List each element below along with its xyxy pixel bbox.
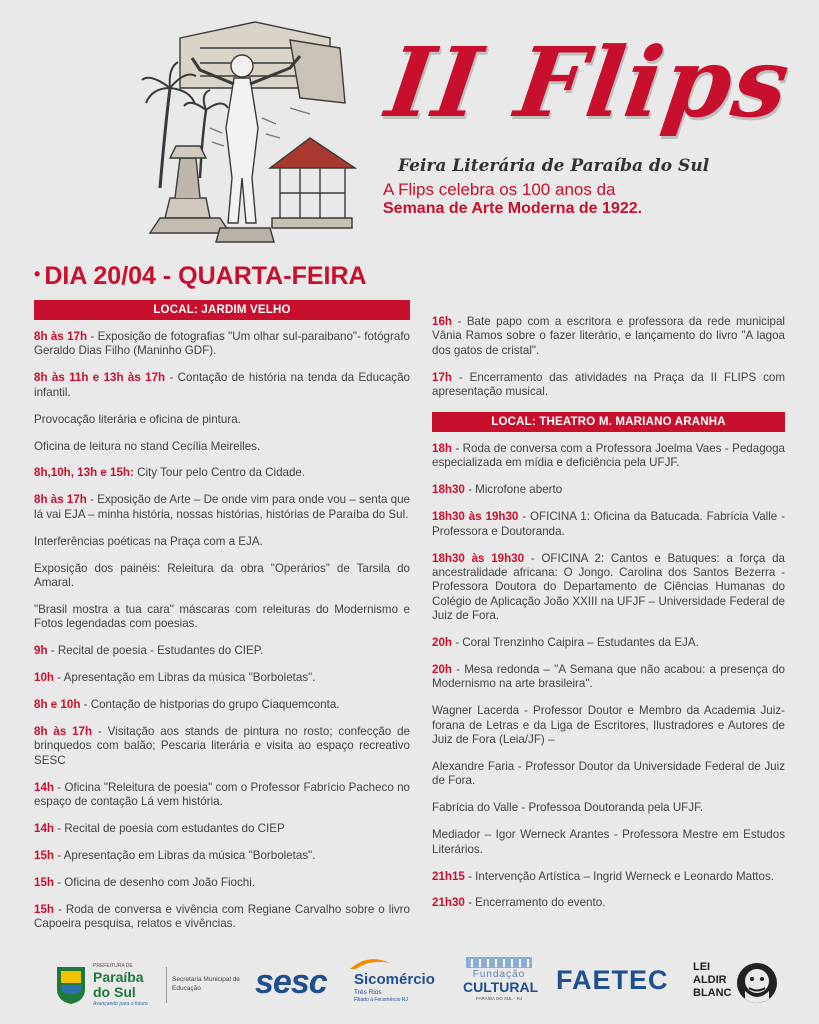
schedule-entry [34,466,410,480]
schedule-entry [34,440,410,454]
monument-illustration [140,18,370,250]
schedule-entry [432,636,785,650]
tagline-line-1: A Flips celebra os 100 anos da [383,180,616,199]
schedule-entry [34,603,410,632]
schedule-entry [34,413,410,427]
prefeitura-logo [55,963,167,1009]
entry-description: Oficina de leitura no stand Cecília Meirelles. [34,439,261,453]
entry-description: - Exposição de fotografias "Um olhar sul-paraibano"- fotógrafo Geraldo Dias Filho (Maninho GDF). [34,330,410,358]
day-heading-text: DIA 20/04 - QUARTA-FEIRA [44,262,367,290]
entry-description: - OFICINA 2: Cantos e Batuques: a força da ancestralidade africana: O Jongo. Carolina dos Santos Bezerra - Professora Doutora do Departamento de Ciências Humanas do Colégio de Aplicação João XXIII na UFJF – Universidade Federal de Juiz de Fora. [432,551,785,623]
entry-description: Provocação literária e oficina de pintura. [34,412,241,426]
entry-description: - Mesa redonda – "A Semana que não acabou: a presença do Modernismo na arte brasileira". [432,663,785,691]
sicomercio-sub-2: Filiado à Fecomércio RJ [354,997,408,1003]
schedule-entry [34,535,410,549]
lei-line-2: ALDIR [693,974,727,986]
lei-aldir-blanc-logo [693,961,783,1011]
entry-time: 18h [432,442,452,456]
entry-time: 9h [34,644,48,658]
entry-time: 18h30 [432,483,465,497]
sponsor-logos [0,955,819,1015]
right-schedule-list-praca [432,315,785,400]
entry-description: - Intervenção Artística – Ingrid Werneck e Leonardo Mattos. [464,869,774,883]
entry-time: 18h30 às 19h30 [432,551,525,565]
entry-description: - Contação de história na tenda da Educação infantil. [34,371,410,399]
left-column [34,300,410,944]
day-heading [34,262,367,291]
entry-description: - Oficina de desenho com João Fiochi. [53,875,256,889]
fundacao-line-2: CULTURAL [463,979,539,995]
schedule-entry [34,493,410,522]
entry-description: - Oficina "Releitura de poesia" com o Professor Fabrício Pacheco no espaço de contação Lá vem história. [34,780,410,809]
fundacao-line-3: PARAÍBA DO SUL - RJ [475,996,523,1001]
prefeitura-name-1: Paraíba [93,969,144,985]
entry-time: 21h30 [432,896,465,910]
schedule-entry [34,371,410,400]
prefeitura-name-2: do Sul [93,984,136,1000]
prefeitura-crest-icon [55,965,87,1005]
prefeitura-small-label: PREFEITURA DE [93,963,133,969]
schedule-entry [432,442,785,471]
building-icon [464,955,534,969]
bullet-icon: • [34,264,41,284]
prefeitura-slogan: Avançando para o futuro [93,1001,148,1007]
right-schedule-list-theatro [432,442,785,911]
schedule-entry [432,760,785,789]
sicomercio-swoosh-icon [348,957,392,971]
schedule-entry [34,876,410,890]
schedule-entry [432,870,785,884]
location-bar-theatro: LOCAL: THEATRO M. MARIANO ARANHA [432,412,785,432]
entry-description: - Apresentação em Libras da música "Borboletas". [53,848,316,862]
entry-description: Mediador – Igor Werneck Arantes - Professora Mestre em Estudos Literários. [432,828,785,856]
entry-time: 8h às 17h [34,330,88,343]
sicomercio-name: Sicomércio [354,971,435,988]
entry-description: "Brasil mostra a tua cara" máscaras com releituras do Modernismo e Fotos legendadas com poesias. [34,602,410,631]
sicomercio-logo [346,957,446,1007]
entry-time: 15h [34,902,54,916]
fundacao-cultural-logo [463,955,539,1011]
lei-line-1: LEI [693,961,711,973]
entry-description: - OFICINA 1: Oficina da Batucada. Fabrícia Valle - Professora e Doutoranda. [432,510,785,538]
entry-description: Exposição dos painéis: Releitura da obra "Operários" de Tarsila do Amaral. [34,561,410,589]
entry-description: - Roda de conversa e vivência com Regiane Carvalho sobre o livro Capoeira pesquisa, relatos e vivências. [34,902,410,931]
entry-description: - Exposição de Arte – De onde vim para onde vou – senta que lá vai EJA – minha história, nossas histórias, histórias de Paraíba do Sul. [34,493,410,521]
schedule-entry [34,644,410,658]
entry-time: 15h [34,848,54,862]
schedule-entry [432,896,785,910]
entry-description: - Microfone aberto [464,483,563,497]
entry-description: City Tour pelo Centro da Cidade. [133,466,306,480]
right-column [432,315,785,923]
schedule-entry [432,828,785,857]
entry-description: Fabrícia do Valle - Professoa Doutoranda pela UFJF. [432,801,704,815]
entry-time: 14h [34,821,54,835]
schedule-entry [432,371,785,400]
entry-description: - Visitação aos stands de pintura no rosto; confecção de brinquedos com balão; Pescaria literária e visita ao espaço recreativo SESC [34,724,410,767]
entry-description: - Bate papo com a escritora e professora da rede municipal Vânia Ramos sobre o fazer literário, e lançamento do livro "A lagoa dos gatos de cristal". [432,315,785,357]
entry-time: 20h [432,636,452,650]
schedule-entry [34,725,410,768]
entry-time: 8h às 11h e 13h às 17h [34,371,166,385]
entry-time: 10h [34,671,54,685]
lei-line-3: BLANC [693,987,732,999]
schedule-entry [432,704,785,747]
secretaria-line-2: Educação [172,985,201,992]
schedule-entry [34,849,410,863]
secretaria-label [172,975,240,993]
entry-description: - Recital de poesia com estudantes do CIEP [53,821,285,835]
entry-time: 8h às 17h [34,724,93,738]
entry-time: 15h [34,875,54,889]
schedule-entry [34,671,410,685]
entry-time: 8h e 10h [34,698,81,711]
secretaria-line-1: Secretaria Municipal de [172,976,240,983]
schedule-entry [432,552,785,624]
fundacao-line-1: Fundação [472,969,526,980]
entry-time: 14h [34,780,54,794]
schedule-entry [34,903,410,932]
schedule-entry [432,483,785,497]
footer-divider [166,967,167,1003]
entry-description: - Recital de poesia - Estudantes do CIEP. [47,644,264,658]
entry-description: - Contação de histporias do grupo Ciaquemconta. [80,698,340,711]
event-title: II Flips [380,26,798,139]
schedule-entry [432,801,785,815]
entry-description: - Roda de conversa com a Professora Joelma Vaes - Pedagoga especializada em mídia e deficiência pela UFJF. [432,442,785,470]
entry-description: - Encerramento das atividades na Praça da II FLIPS com apresentação musical. [432,370,785,399]
entry-time: 8h às 17h [34,493,87,507]
entry-time: 20h [432,663,452,676]
entry-time: 18h30 às 19h30 [432,510,519,524]
schedule-entry [432,663,785,692]
aldir-blanc-portrait-icon [735,961,779,1007]
schedule-entry [34,822,410,836]
entry-description: - Apresentação em Libras da música "Borboletas". [53,671,316,685]
entry-time: 16h [432,315,452,328]
schedule-entry [34,330,410,359]
entry-description: Alexandre Faria - Professor Doutor da Universidade Federal de Juiz de Fora. [432,760,785,788]
entry-time: 21h15 [432,869,465,883]
left-schedule-list [34,330,410,931]
schedule-entry [432,510,785,539]
location-bar-jardim-velho: LOCAL: JARDIM VELHO [34,300,410,320]
schedule-entry [34,781,410,810]
entry-description: - Encerramento do evento. [464,896,606,910]
schedule-entry [432,315,785,358]
schedule-entry [34,698,410,712]
faetec-logo: FAETEC [556,965,669,995]
entry-time: 8h,10h, 13h e 15h: [34,466,134,480]
entry-description: - Coral Trenzinho Caipira – Estudantes da EJA. [451,636,699,650]
tagline-line-2: Semana de Arte Moderna de 1922. [383,200,643,217]
entry-time: 17h [432,370,452,384]
entry-description: Wagner Lacerda - Professor Doutor e Membro da Academia Juiz-forana de Letras e da Liga de Escritores, Ilustradores e Autores de Juiz de Fora (Leia/JF) – [432,704,785,747]
sicomercio-sub-1: Três Rios [354,989,382,996]
sesc-logo: sesc [255,963,327,1001]
event-subtitle: Feira Literária de Paraíba do Sul [398,156,710,176]
entry-description: Interferências poéticas na Praça com a EJA. [34,534,263,548]
schedule-entry [34,562,410,591]
